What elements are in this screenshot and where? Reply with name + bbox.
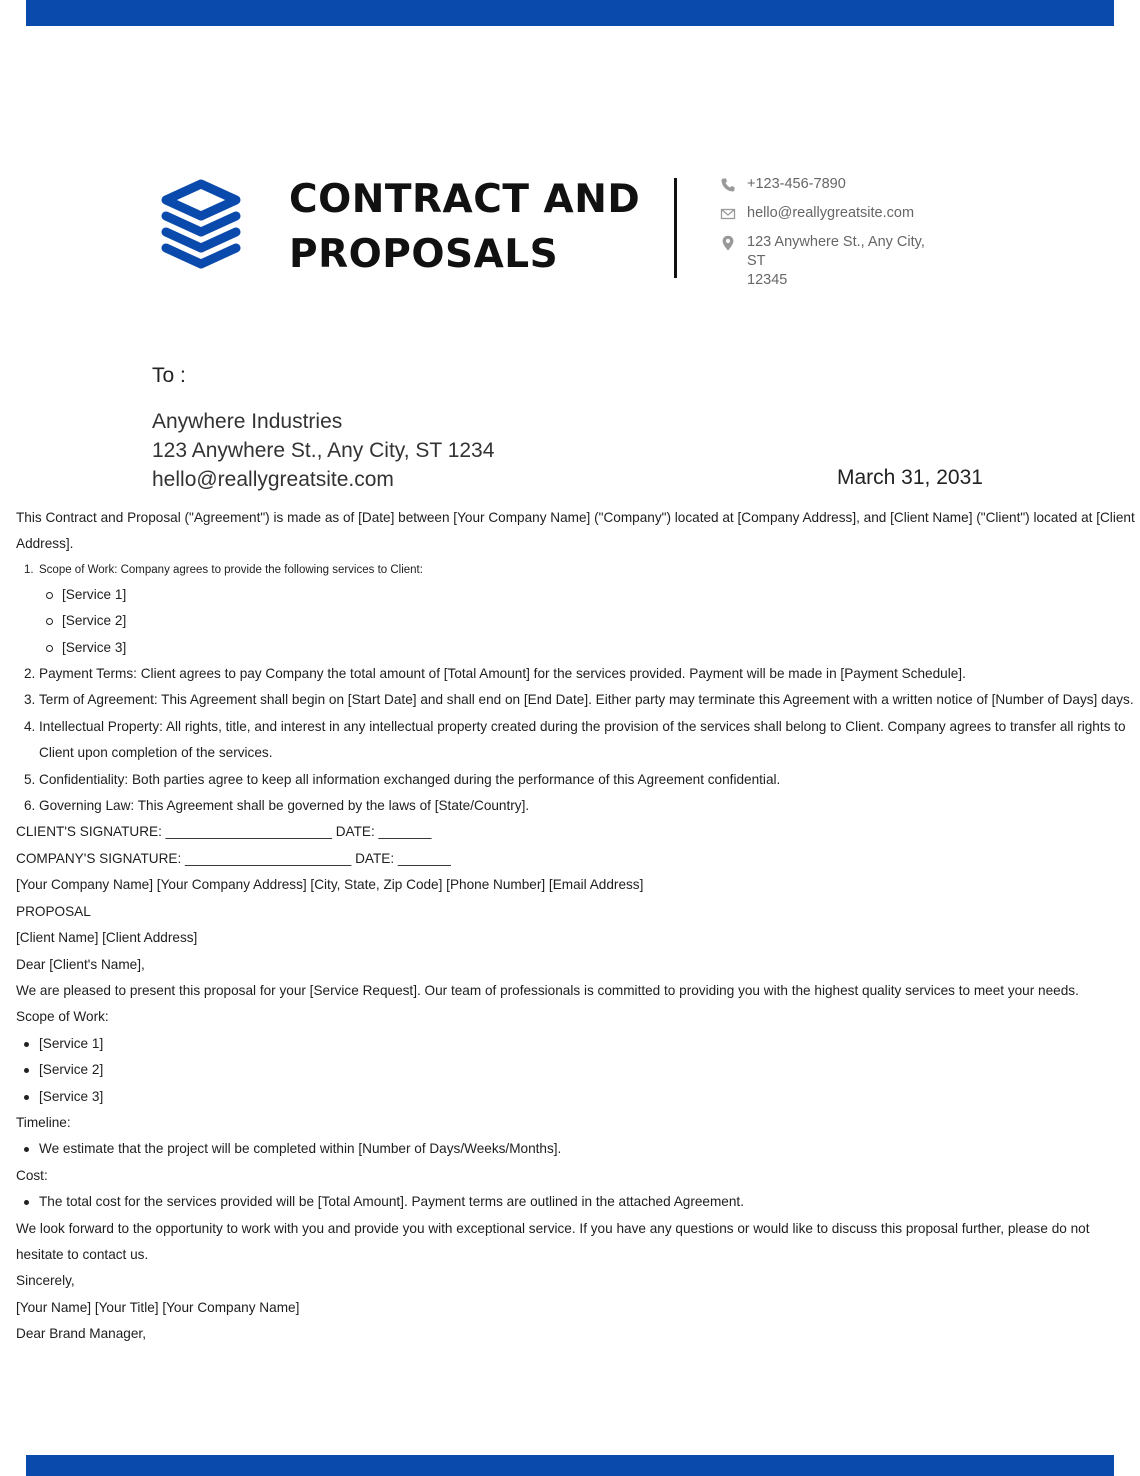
title-line-2: PROPOSALS <box>289 232 559 277</box>
proposal-signoff: Sincerely, <box>16 1273 75 1289</box>
document-date: March 31, 2031 <box>837 466 983 489</box>
term-number: 2. <box>24 666 36 682</box>
term-text: Intellectual Property: All rights, title, and interest in any intellectual property created during the provision of the services shall belong to Client. Company agrees to transfer all rights to Client upon completion of the services. <box>39 718 1126 761</box>
proposal-intro: We are pleased to present this proposal for your [Service Request]. Our team of professionals is committed to providing you with the highest quality services to meet your needs. <box>16 982 1079 998</box>
proposal-client: [Client Name] [Client Address] <box>16 930 198 946</box>
location-pin-icon <box>720 235 736 251</box>
list-item: [Service 3] <box>16 1084 1138 1110</box>
company-info: [Your Company Name] [Your Company Address] [City, State, Zip Code] [Phone Number] [Email Address] <box>16 877 644 893</box>
contract-term-item <box>16 661 1138 687</box>
term-number: 4. <box>24 718 36 734</box>
stacked-layers-icon <box>158 178 244 274</box>
document-title <box>289 172 640 282</box>
client-signature-line: CLIENT'S SIGNATURE: ______________________ DATE: _______ <box>16 824 432 840</box>
term-number: 1. <box>24 563 34 576</box>
proposal-heading: PROPOSAL <box>16 903 91 919</box>
term-text: Payment Terms: Client agrees to pay Company the total amount of [Total Amount] for the services provided. Payment will be made in [Payment Schedule]. <box>39 666 966 682</box>
to-label: To : <box>152 364 186 387</box>
address-line-2: 12345 <box>747 272 788 288</box>
phone-icon <box>720 177 736 193</box>
recipient-email: hello@reallygreatsite.com <box>152 468 394 491</box>
contract-term-item <box>16 767 1138 793</box>
document-body <box>16 505 1138 1348</box>
list-item: [Service 3] <box>16 635 1138 661</box>
contact-address <box>720 233 947 290</box>
contract-terms-list <box>16 558 1138 820</box>
recipient-block <box>152 407 494 494</box>
contract-term-item <box>16 714 1138 767</box>
list-item: The total cost for the services provided will be [Total Amount]. Payment terms are outlined in the attached Agreement. <box>16 1189 1138 1215</box>
recipient-company: Anywhere Industries <box>152 410 343 433</box>
contract-term-item <box>16 793 1138 819</box>
term-number: 6. <box>24 798 36 814</box>
term-number: 3. <box>24 692 36 708</box>
contact-email <box>720 204 947 223</box>
email-text: hello@reallygreatsite.com <box>747 205 915 221</box>
address-line-1: 123 Anywhere St., Any City, ST <box>747 234 925 269</box>
cost-list <box>16 1189 1138 1215</box>
proposal-closing: We look forward to the opportunity to work with you and provide you with exceptional service. If you have any questions or would like to discuss this proposal further, please do not hesitate to contact us. <box>16 1220 1090 1262</box>
term-number: 5. <box>24 771 36 787</box>
timeline-label: Timeline: <box>16 1114 71 1130</box>
term-text: Governing Law: This Agreement shall be governed by the laws of [State/Country]. <box>39 798 530 814</box>
term-text: Term of Agreement: This Agreement shall begin on [Start Date] and shall end on [End Date]. Either party may terminate this Agreement with a written notice of [Number of Days] days. <box>39 692 1134 708</box>
term-text: Confidentiality: Both parties agree to keep all information exchanged during the performance of this Agreement confidential. <box>39 771 781 787</box>
proposal-greeting: Dear [Client's Name], <box>16 956 145 972</box>
list-item: We estimate that the project will be completed within [Number of Days/Weeks/Months]. <box>16 1136 1138 1162</box>
contract-services-list <box>16 582 1138 661</box>
contract-services-container <box>16 582 1138 661</box>
header-divider <box>674 178 677 278</box>
proposal-signature: [Your Name] [Your Title] [Your Company Name] <box>16 1299 300 1315</box>
extra-greeting: Dear Brand Manager, <box>16 1326 146 1342</box>
mail-icon <box>720 206 736 222</box>
cost-label: Cost: <box>16 1167 48 1183</box>
bottom-accent-bar <box>26 1455 1114 1476</box>
list-item: [Service 2] <box>16 608 1138 634</box>
timeline-list <box>16 1136 1138 1162</box>
recipient-address: 123 Anywhere St., Any City, ST 1234 <box>152 439 495 462</box>
proposal-services-list <box>16 1031 1138 1110</box>
contract-term-item <box>16 558 1138 582</box>
list-item: [Service 2] <box>16 1057 1138 1083</box>
contact-phone <box>720 175 947 194</box>
contract-term-item <box>16 687 1138 713</box>
scope-label: Scope of Work: <box>16 1009 109 1025</box>
phone-text: +123-456-7890 <box>747 176 846 192</box>
contract-intro: This Contract and Proposal ("Agreement") is made as of [Date] between [Your Company Name] ("Company") located at [Company Address], and [Client Name] ("Client") located at [Client Address]. <box>16 510 1135 552</box>
list-item: [Service 1] <box>16 1031 1138 1057</box>
top-accent-bar <box>26 0 1114 26</box>
title-line-1: CONTRACT AND <box>289 177 641 222</box>
term-text: Scope of Work: Company agrees to provide the following services to Client: <box>39 563 423 576</box>
company-signature-line: COMPANY'S SIGNATURE: ______________________ DATE: _______ <box>16 850 451 866</box>
contact-block <box>720 175 947 300</box>
list-item: [Service 1] <box>16 582 1138 608</box>
